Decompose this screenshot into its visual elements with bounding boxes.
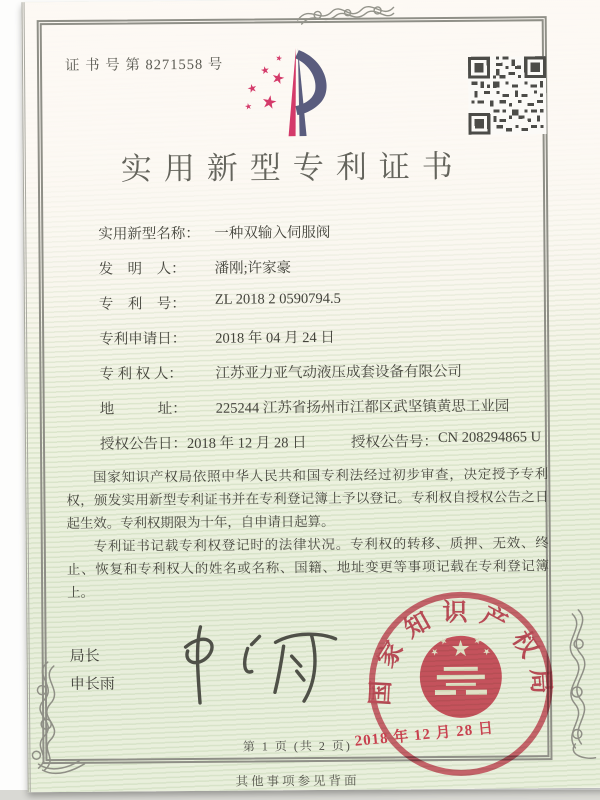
- field-row-filing-date: [99, 324, 549, 363]
- director-signature: [145, 614, 356, 711]
- field-list: [98, 219, 550, 468]
- cnipa-logo: [235, 44, 356, 149]
- page-number: 第 1 页 (共 2 页): [242, 738, 352, 754]
- legal-paragraph-1: 国家知识产权局依照中华人民共和国专利法经过初步审查，决定授予专利权，颁发实用新型专利证书并在专利登记簿上予以登记。专利权自授权公告之日起生效。专利权期限为十年，自申请日起算。: [66, 466, 549, 531]
- legal-text: [66, 462, 549, 604]
- director-name: 申长雨: [69, 676, 115, 693]
- certificate-page: [22, 0, 600, 792]
- field-label: 发 明 人：: [98, 261, 186, 278]
- field-value: ZL 2018 2 0590794.5: [214, 290, 341, 308]
- logo-stars: [244, 54, 285, 109]
- field-value: 一种双输入伺服阀: [214, 224, 331, 242]
- field-row-name: [98, 219, 548, 258]
- field-row-patent-number: [99, 289, 549, 328]
- field-value: 2018 年 04 月 24 日: [215, 329, 335, 347]
- legal-paragraph-2: 专利证书记载专利权登记时的法律状况。专利权的转移、质押、无效、终止、恢复和专利权人的姓名或名称、国籍、地址变更等事项记载在专利登记簿上。: [66, 535, 550, 600]
- grant-number-value: CN 208294865 U: [437, 429, 542, 447]
- top-center-flourish-ornament: [296, 0, 396, 28]
- field-label: 地 址：: [99, 400, 187, 418]
- grant-number-label: 授权公告号：: [350, 434, 439, 451]
- grant-date-label: 授权公告日：: [99, 435, 188, 453]
- grant-date-value: 2018 年 12 月 28 日: [186, 435, 307, 452]
- certificate-number: 证 书 号 第 8271558 号: [64, 56, 224, 74]
- seal-date: 2018 年 12 月 28 日: [353, 720, 495, 750]
- back-side-note: 其他事项参见背面: [235, 773, 360, 789]
- seal-text: 国家知识产权局: [367, 599, 556, 707]
- field-row-address: [100, 394, 550, 433]
- field-label: 专 利 号：: [98, 296, 186, 313]
- field-label: 专 利 权 人：: [99, 366, 183, 383]
- qr-code: [468, 56, 547, 135]
- director-block: [70, 643, 115, 699]
- field-value: 潘刚;许家豪: [214, 260, 292, 277]
- field-label: 专利申请日：: [99, 331, 187, 348]
- field-label: 实用新型名称：: [98, 225, 200, 243]
- field-value: 江苏亚力亚气动液压成套设备有限公司: [215, 363, 463, 382]
- director-title: 局长: [69, 648, 100, 665]
- field-value: 225244 江苏省扬州市江都区武坚镇黄思工业园: [215, 398, 510, 417]
- field-row-patentee: [99, 359, 549, 398]
- field-row-inventors: [99, 254, 549, 293]
- logo-p-mark: [288, 48, 327, 136]
- certificate-title: 实用新型专利证书: [120, 148, 465, 187]
- national-emblem: [420, 636, 503, 719]
